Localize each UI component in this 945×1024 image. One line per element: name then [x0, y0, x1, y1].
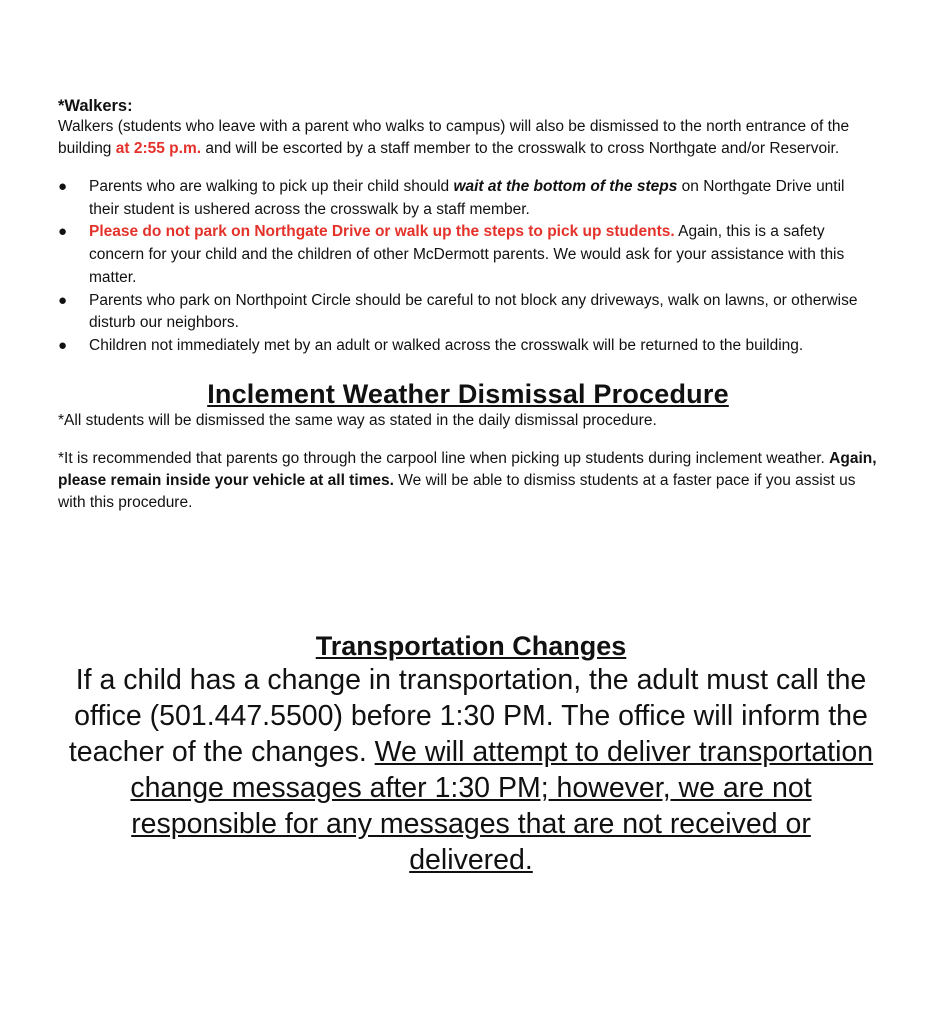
walkers-dismissal-time: at 2:55 p.m.: [115, 140, 202, 157]
bullet-icon: ●: [58, 336, 68, 354]
list-item: [58, 221, 878, 289]
inclement-emphasis: Again, please remain inside your vehicle at all times.: [58, 449, 877, 489]
bullet-text: Parents who park on Northpoint Circle should be careful to not block any driveways, walk on lawns, or otherwise disturb our neighbors.: [89, 291, 858, 332]
walkers-heading: *Walkers:: [58, 97, 133, 115]
bullet-text: Parents who are walking to pick up their child should: [89, 178, 454, 195]
inclement-paragraph-2: [58, 448, 878, 514]
bullet-text: Children not immediately met by an adult or walked across the crosswalk will be returned to the building.: [89, 336, 804, 354]
bullet-warning: Please do not park on Northgate Drive or walk up the steps to pick up students.: [89, 223, 675, 241]
bullet-text: Again, this is a safety concern for your child and the children of other McDermott parents. We would ask for your assistance with this matter.: [89, 223, 845, 286]
inclement-text-2: We will be able to dismiss students at a faster pace if you assist us with this procedure.: [58, 471, 856, 511]
transport-section: [66, 630, 876, 878]
transportation-heading: Transportation Changes: [315, 631, 627, 661]
walkers-intro-text-2: and will be escorted by a staff member to the crosswalk to cross Northgate and/or Reservoir.: [201, 140, 840, 157]
walkers-intro: [58, 116, 878, 160]
inclement-weather-heading: Inclement Weather Dismissal Procedure: [207, 378, 729, 409]
transportation-body: [66, 662, 876, 878]
bullet-icon: ●: [58, 291, 68, 309]
walkers-intro-text: Walkers (students who leave with a parent who walks to campus) will also be dismissed to the north entrance of the building: [58, 118, 850, 157]
inclement-text: *It is recommended that parents go through the carpool line when picking up students during inclement weather.: [58, 449, 830, 467]
walkers-bullet-list: [58, 176, 878, 358]
bullet-icon: ●: [58, 223, 68, 241]
document-page: [58, 96, 878, 514]
bullet-text: on Northgate Drive until their student is ushered across the crosswalk by a staff member.: [89, 178, 845, 218]
transportation-underlined-text: We will attempt to deliver transportation change messages after 1:30 PM; however, we are not responsible for any messages that are not received or delivered.: [130, 736, 874, 876]
bullet-icon: ●: [58, 178, 68, 195]
list-item: [58, 176, 878, 221]
list-item: [58, 335, 878, 358]
transportation-text: If a child has a change in transportation, the adult must call the office (501.447.5500) before 1:30 PM. The office will inform the teacher of the changes.: [68, 664, 868, 768]
bullet-emphasis: wait at the bottom of the steps: [453, 178, 678, 195]
list-item: [58, 290, 878, 335]
inclement-paragraph-1: *All students will be dismissed the same way as stated in the daily dismissal procedure.: [58, 411, 657, 429]
